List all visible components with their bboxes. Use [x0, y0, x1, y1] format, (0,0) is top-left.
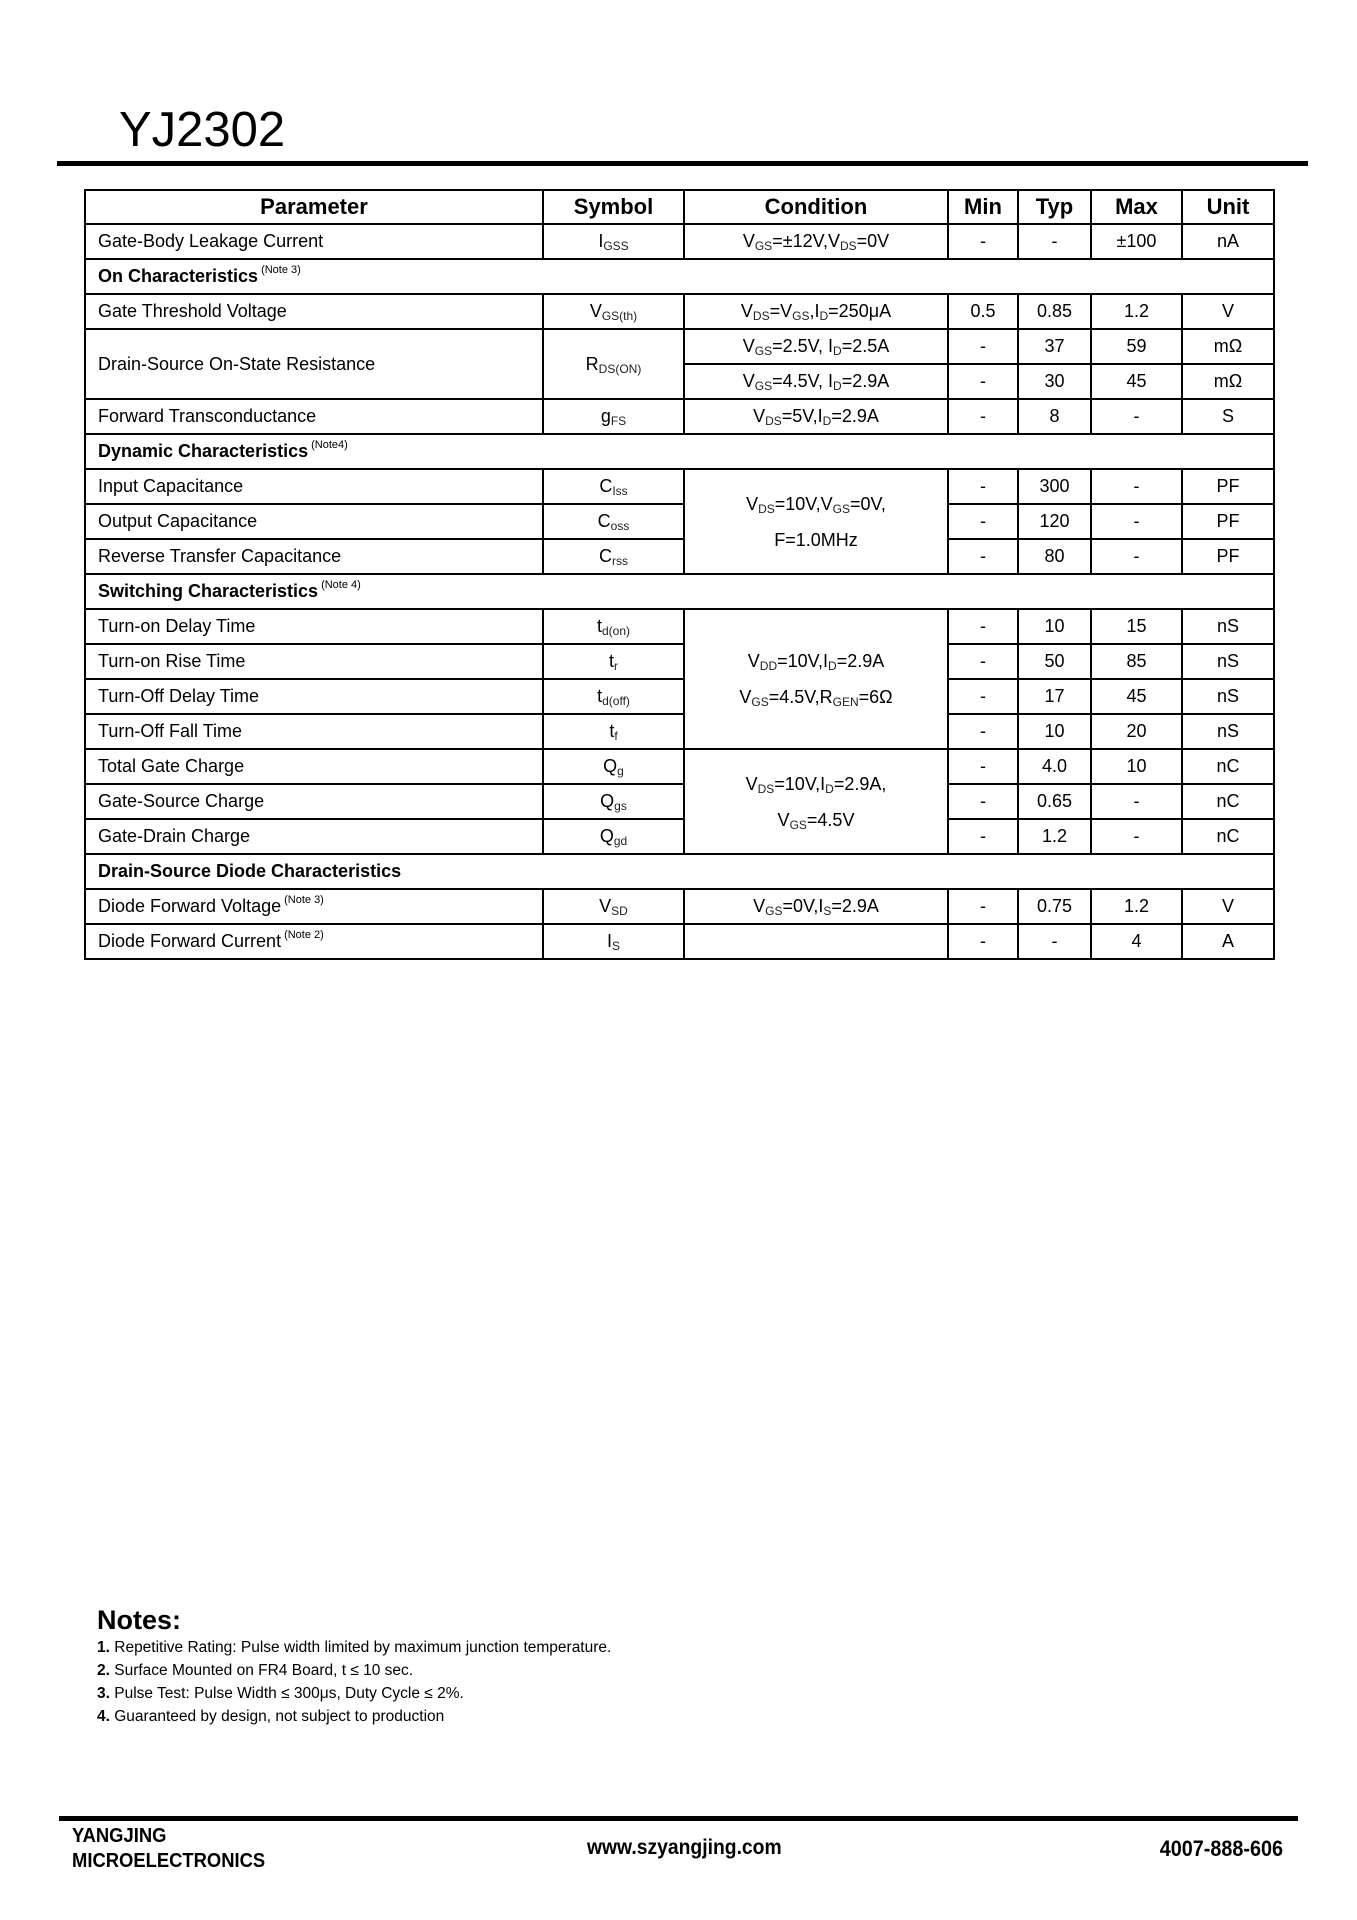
company-name-line1: YANGJING: [72, 1825, 167, 1847]
condition-subscript: D: [833, 379, 842, 393]
symbol-subscript: DS(ON): [598, 361, 642, 376]
min-cell: 0.5: [948, 294, 1018, 329]
parameter-cell: Gate-Drain Charge: [85, 819, 543, 854]
symbol-subscript: gs: [614, 799, 627, 813]
condition-text: =10V,I: [774, 773, 826, 794]
condition-subscript: GS: [792, 309, 810, 323]
max-cell: -: [1091, 539, 1182, 574]
footer-rule: [59, 1816, 1298, 1821]
symbol-subscript: rss: [612, 554, 628, 568]
condition-subscript: DS: [757, 781, 775, 796]
table-header-row: [85, 190, 1274, 224]
notes-heading: Notes:: [97, 1605, 182, 1635]
parameter-cell: Turn-Off Fall Time: [85, 714, 543, 749]
symbol-cell: [543, 469, 684, 504]
min-cell: -: [948, 784, 1018, 819]
condition-subscript: DS: [752, 309, 770, 323]
max-cell: 15: [1091, 609, 1182, 644]
symbol-cell: [543, 224, 684, 259]
parameter-cell: Reverse Transfer Capacitance: [85, 539, 543, 574]
unit-cell: nS: [1182, 714, 1274, 749]
note-reference: (Note 4): [321, 579, 361, 591]
typ-cell: -: [1018, 224, 1091, 259]
typ-cell: 10: [1018, 714, 1091, 749]
unit-cell: PF: [1182, 539, 1274, 574]
symbol-main: t: [596, 616, 602, 636]
condition-text: =2.9A: [836, 651, 885, 671]
min-cell: -: [948, 329, 1018, 364]
condition-text: =2.5A: [841, 336, 890, 356]
unit-cell: V: [1182, 294, 1274, 329]
unit-cell: V: [1182, 889, 1274, 924]
condition-cell: [684, 329, 948, 364]
symbol-cell: [543, 924, 684, 959]
condition-text: V: [745, 773, 758, 794]
parameter-cell: Gate-Body Leakage Current: [85, 224, 543, 259]
condition-cell: [684, 749, 948, 854]
unit-cell: mΩ: [1182, 364, 1274, 399]
section-label: On Characteristics: [98, 266, 259, 286]
max-cell: 1.2: [1091, 294, 1182, 329]
unit-cell: PF: [1182, 504, 1274, 539]
min-cell: -: [948, 924, 1018, 959]
section-heading: [85, 574, 1274, 609]
note-reference: (Note4): [311, 439, 348, 451]
note-number: 2.: [97, 1662, 110, 1679]
typ-cell: 17: [1018, 679, 1091, 714]
symbol-main: Q: [603, 756, 618, 776]
typ-cell: 1.2: [1018, 819, 1091, 854]
symbol-main: R: [585, 353, 599, 374]
max-cell: 45: [1091, 364, 1182, 399]
note-reference: (Note 2): [284, 929, 324, 941]
condition-text: =2.5V, I: [772, 336, 834, 356]
unit-cell: nC: [1182, 784, 1274, 819]
max-cell: 10: [1091, 749, 1182, 784]
condition-text: =4.5V, I: [772, 371, 834, 391]
symbol-cell: [543, 399, 684, 434]
symbol-main: Q: [599, 826, 614, 846]
column-header-min: Min: [948, 190, 1018, 224]
condition-cell: [684, 469, 948, 574]
unit-cell: PF: [1182, 469, 1274, 504]
symbol-cell: [543, 714, 684, 749]
max-cell: -: [1091, 399, 1182, 434]
table-row: [85, 679, 1274, 714]
max-cell: -: [1091, 504, 1182, 539]
condition-text: =10V,I: [777, 651, 829, 671]
unit-cell: nS: [1182, 644, 1274, 679]
column-header-max: Max: [1091, 190, 1182, 224]
section-label: Switching Characteristics: [98, 581, 319, 601]
condition-text: V: [777, 809, 790, 830]
condition-cell: [684, 224, 948, 259]
symbol-subscript: d(off): [602, 694, 630, 708]
symbol-main: t: [597, 686, 603, 706]
symbol-main: t: [608, 651, 614, 671]
unit-cell: nS: [1182, 609, 1274, 644]
table-row: [85, 224, 1274, 259]
table-row: [85, 749, 1274, 784]
min-cell: -: [948, 364, 1018, 399]
condition-subscript: GS: [751, 695, 769, 709]
condition-subscript: D: [833, 344, 842, 358]
header-rule: [57, 161, 1308, 166]
typ-cell: -: [1018, 924, 1091, 959]
symbol-cell: [543, 784, 684, 819]
symbol-main: g: [600, 406, 611, 426]
condition-text: V: [742, 371, 755, 391]
symbol-subscript: GS(th): [601, 309, 638, 323]
footer-website: www.szyangjing.com: [587, 1836, 782, 1859]
symbol-subscript: gd: [613, 834, 628, 848]
condition-text: =0V: [856, 231, 890, 251]
table-row: [85, 329, 1274, 364]
symbol-main: C: [599, 546, 612, 566]
condition-subscript: GS: [754, 239, 773, 253]
min-cell: -: [948, 889, 1018, 924]
table-row: [85, 609, 1274, 644]
min-cell: -: [948, 539, 1018, 574]
symbol-main: C: [599, 476, 613, 496]
table-row: [85, 644, 1274, 679]
condition-text: =2.9A: [831, 896, 879, 916]
table-row: [85, 714, 1274, 749]
parameter-cell: Forward Transconductance: [85, 399, 543, 434]
condition-line: [685, 802, 947, 838]
condition-text: =4.5V: [806, 809, 855, 830]
min-cell: -: [948, 399, 1018, 434]
note-item: [97, 1705, 611, 1728]
parameter-cell: Output Capacitance: [85, 504, 543, 539]
table-row: [85, 539, 1274, 574]
condition-text: =2.9A: [841, 371, 890, 391]
condition-text: =250μA: [828, 301, 892, 321]
condition-text: V: [753, 896, 766, 916]
parameter-cell: Gate-Source Charge: [85, 784, 543, 819]
condition-text: =V: [769, 301, 793, 321]
condition-subscript: DS: [839, 239, 857, 253]
symbol-subscript: oss: [610, 519, 630, 533]
condition-subscript: D: [819, 309, 829, 323]
condition-text: =4.5V,R: [768, 687, 833, 707]
condition-text: =2.9A: [831, 406, 879, 426]
symbol-cell: [543, 329, 684, 399]
condition-text: =±12V,V: [772, 231, 840, 251]
note-number: 4.: [97, 1708, 110, 1725]
symbol-subscript: S: [612, 939, 621, 953]
condition-line: F=1.0MHz: [774, 529, 858, 550]
note-number: 3.: [97, 1685, 110, 1702]
column-header-unit: Unit: [1182, 190, 1274, 224]
max-cell: -: [1091, 819, 1182, 854]
parameter-cell: Input Capacitance: [85, 469, 543, 504]
parameter-cell: [85, 889, 543, 924]
symbol-subscript: Iss: [612, 484, 628, 498]
condition-subscript: GS: [765, 904, 783, 918]
note-text: Repetitive Rating: Pulse width limited by maximum junction temperature.: [114, 1639, 612, 1656]
condition-subscript: DD: [759, 659, 778, 673]
symbol-subscript: g: [617, 764, 624, 778]
condition-cell: [684, 294, 948, 329]
section-row-diode-characteristics: [85, 854, 1274, 889]
min-cell: -: [948, 469, 1018, 504]
symbol-cell: [543, 644, 684, 679]
typ-cell: 4.0: [1018, 749, 1091, 784]
condition-subscript: D: [825, 781, 834, 796]
parameter-label: Diode Forward Current: [98, 931, 282, 951]
condition-subscript: S: [823, 904, 832, 918]
condition-text: V: [747, 651, 760, 671]
min-cell: -: [948, 504, 1018, 539]
max-cell: 4: [1091, 924, 1182, 959]
typ-cell: 8: [1018, 399, 1091, 434]
section-label: Dynamic Characteristics: [98, 441, 309, 461]
parameter-cell: Turn-on Rise Time: [85, 644, 543, 679]
condition-cell: [684, 364, 948, 399]
footer-company-name: [72, 1824, 265, 1874]
symbol-subscript: d(on): [602, 624, 631, 638]
symbol-subscript: GSS: [603, 239, 629, 253]
note-text: Pulse Test: Pulse Width ≤ 300μs, Duty Cycle ≤ 2%.: [114, 1685, 464, 1702]
unit-cell: A: [1182, 924, 1274, 959]
table-row: [85, 784, 1274, 819]
symbol-cell: [543, 294, 684, 329]
condition-text: ,I: [809, 301, 820, 321]
parameter-cell: Total Gate Charge: [85, 749, 543, 784]
condition-subscript: D: [822, 414, 832, 428]
max-cell: 59: [1091, 329, 1182, 364]
condition-text: V: [739, 687, 752, 707]
condition-subscript: GS: [754, 344, 773, 358]
min-cell: -: [948, 679, 1018, 714]
company-name-line2: MICROELECTRONICS: [72, 1850, 266, 1872]
symbol-main: Q: [600, 791, 615, 811]
max-cell: 1.2: [1091, 889, 1182, 924]
notes-section: [97, 1604, 611, 1728]
max-cell: 85: [1091, 644, 1182, 679]
section-heading: [85, 434, 1274, 469]
note-item: [97, 1636, 611, 1659]
typ-cell: 50: [1018, 644, 1091, 679]
note-reference: (Note 3): [261, 264, 301, 276]
table-row: [85, 889, 1274, 924]
section-row-dynamic-characteristics: [85, 434, 1274, 469]
symbol-subscript: r: [614, 659, 618, 673]
condition-subscript: GEN: [832, 695, 859, 709]
table-row: [85, 504, 1274, 539]
condition-text: =10V,V: [774, 493, 833, 514]
condition-subscript: D: [828, 659, 837, 673]
symbol-main: t: [609, 721, 615, 741]
symbol-subscript: f: [614, 729, 618, 743]
symbol-main: I: [598, 231, 604, 251]
condition-cell: [684, 889, 948, 924]
typ-cell: 0.75: [1018, 889, 1091, 924]
column-header-condition: Condition: [684, 190, 948, 224]
section-heading: [85, 854, 1274, 889]
min-cell: -: [948, 749, 1018, 784]
condition-subscript: GS: [754, 379, 773, 393]
section-row-switching-characteristics: [85, 574, 1274, 609]
max-cell: ±100: [1091, 224, 1182, 259]
table-row: [85, 819, 1274, 854]
section-label: Drain-Source Diode Characteristics: [98, 861, 402, 881]
typ-cell: 10: [1018, 609, 1091, 644]
symbol-cell: [543, 749, 684, 784]
condition-line: [685, 766, 947, 802]
condition-line: [685, 486, 947, 522]
section-row-on-characteristics: [85, 259, 1274, 294]
symbol-subscript: FS: [610, 414, 627, 428]
symbol-cell: [543, 609, 684, 644]
note-text: Surface Mounted on FR4 Board, t ≤ 10 sec.: [114, 1662, 414, 1679]
table-row: [85, 399, 1274, 434]
condition-text: V: [740, 301, 753, 321]
condition-cell: [684, 924, 948, 959]
table-row: [85, 469, 1274, 504]
unit-cell: S: [1182, 399, 1274, 434]
unit-cell: nA: [1182, 224, 1274, 259]
condition-text: =2.9A,: [833, 773, 887, 794]
footer-phone: 4007-888-606: [1159, 1836, 1283, 1861]
table-row: [85, 294, 1274, 329]
section-heading: [85, 259, 1274, 294]
condition-text: V: [742, 336, 755, 356]
symbol-cell: [543, 504, 684, 539]
column-header-symbol: Symbol: [543, 190, 684, 224]
min-cell: -: [948, 819, 1018, 854]
condition-subscript: DS: [758, 501, 775, 516]
note-item: [97, 1682, 611, 1705]
column-header-parameter: Parameter: [85, 190, 543, 224]
column-header-typ: Typ: [1018, 190, 1091, 224]
min-cell: -: [948, 714, 1018, 749]
symbol-cell: [543, 819, 684, 854]
min-cell: -: [948, 644, 1018, 679]
condition-text: =6Ω: [858, 687, 893, 707]
parameter-cell: Turn-Off Delay Time: [85, 679, 543, 714]
unit-cell: nC: [1182, 749, 1274, 784]
condition-line: [685, 643, 947, 679]
unit-cell: mΩ: [1182, 329, 1274, 364]
condition-subscript: GS: [832, 501, 851, 516]
note-item: [97, 1659, 611, 1682]
max-cell: -: [1091, 469, 1182, 504]
min-cell: -: [948, 609, 1018, 644]
typ-cell: 30: [1018, 364, 1091, 399]
typ-cell: 37: [1018, 329, 1091, 364]
symbol-cell: [543, 539, 684, 574]
electrical-characteristics-table: [84, 189, 1275, 960]
condition-text: =0V,I: [782, 896, 824, 916]
symbol-main: V: [599, 896, 612, 916]
unit-cell: nC: [1182, 819, 1274, 854]
typ-cell: 80: [1018, 539, 1091, 574]
condition-subscript: GS: [789, 817, 807, 832]
condition-cell: [684, 399, 948, 434]
symbol-cell: [543, 679, 684, 714]
condition-text: =5V,I: [781, 406, 823, 426]
symbol-subscript: SD: [611, 904, 628, 918]
typ-cell: 120: [1018, 504, 1091, 539]
max-cell: 20: [1091, 714, 1182, 749]
parameter-cell: Gate Threshold Voltage: [85, 294, 543, 329]
symbol-main: I: [606, 931, 612, 951]
note-reference: (Note 3): [284, 894, 324, 906]
condition-text: =0V,: [850, 493, 886, 514]
condition-cell: [684, 609, 948, 749]
condition-text: V: [746, 493, 759, 514]
parameter-label: Diode Forward Voltage: [98, 896, 282, 916]
condition-subscript: DS: [765, 414, 782, 428]
parameter-cell: [85, 924, 543, 959]
typ-cell: 0.85: [1018, 294, 1091, 329]
page-title: YJ2302: [119, 103, 286, 157]
typ-cell: 300: [1018, 469, 1091, 504]
max-cell: -: [1091, 784, 1182, 819]
parameter-cell: Turn-on Delay Time: [85, 609, 543, 644]
symbol-main: C: [597, 511, 611, 531]
parameter-cell: Drain-Source On-State Resistance: [85, 329, 543, 399]
table-row: [85, 924, 1274, 959]
symbol-cell: [543, 889, 684, 924]
note-text: Guaranteed by design, not subject to production: [114, 1708, 445, 1725]
condition-line: [685, 679, 947, 715]
typ-cell: 0.65: [1018, 784, 1091, 819]
condition-text: V: [742, 231, 755, 251]
condition-text: V: [753, 406, 766, 426]
symbol-main: V: [589, 301, 602, 321]
min-cell: -: [948, 224, 1018, 259]
unit-cell: nS: [1182, 679, 1274, 714]
note-number: 1.: [97, 1639, 110, 1656]
max-cell: 45: [1091, 679, 1182, 714]
